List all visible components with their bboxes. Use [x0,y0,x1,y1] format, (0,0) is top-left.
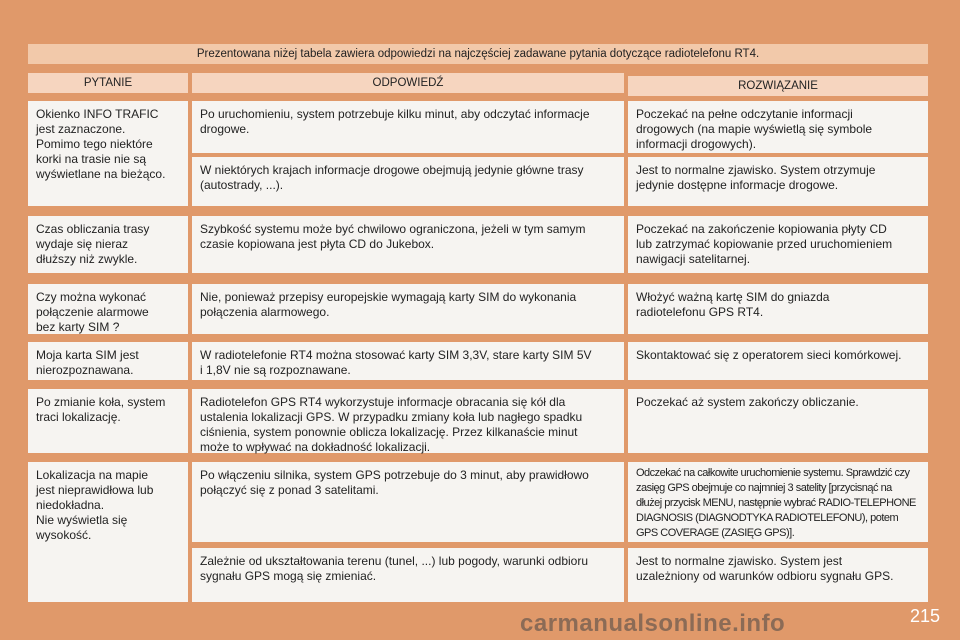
row2-question: Czas obliczania trasy wydaje się nieraz dłuższy niż zwykle. [28,216,188,273]
row6-answer2: Zależnie od ukształtowania terenu (tunel, ...) lub pogody, warunki odbioru sygnału GPS mogą się zmieniać. [192,548,624,602]
row3-answer: Nie, ponieważ przepisy europejskie wymagają karty SIM do wykonania połączenia alarmowego. [192,284,624,334]
row6-answer1: Po włączeniu silnika, system GPS potrzebuje do 3 minut, aby prawidłowo połączyć się z ponad 3 satelitami. [192,462,624,542]
page-number: 215 [909,606,940,626]
row5-question: Po zmianie koła, system traci lokalizację. [28,389,188,453]
row6-solution2: Jest to normalne zjawisko. System jest uzależniony od warunków odbioru sygnału GPS. [628,548,928,602]
header-question: PYTANIE [28,73,188,93]
row5-answer: Radiotelefon GPS RT4 wykorzystuje informacje obracania się kół dla ustalenia lokalizacji GPS. W przypadku zmiany koła lub nagłego spadku ciśnienia, system ponownie oblicza lokalizację. Przez kilkanaście minut może to wpływać na dokładność lokalizacji. [192,389,624,453]
header-solution: ROZWIĄZANIE [628,76,928,96]
row4-solution: Skontaktować się z operatorem sieci komórkowej. [628,342,928,380]
row1-solution2: Jest to normalne zjawisko. System otrzymuje jedynie dostępne informacje drogowe. [628,157,928,206]
row1-question: Okienko INFO TRAFIC jest zaznaczone. Pomimo tego niektóre korki na trasie nie są wyświetlane na bieżąco. [28,101,188,206]
row2-answer: Szybkość systemu może być chwilowo ograniczona, jeżeli w tym samym czasie kopiowana jest płyta CD do Jukebox. [192,216,624,273]
watermark: carmanualsonline.info [520,610,786,637]
row2-solution: Poczekać na zakończenie kopiowania płyty CD lub zatrzymać kopiowanie przed uruchomieniem nawigacji satelitarnej. [628,216,928,273]
row4-question: Moja karta SIM jest nierozpoznawana. [28,342,188,380]
row1-answer1: Po uruchomieniu, system potrzebuje kilku minut, aby odczytać informacje drogowe. [192,101,624,153]
intro-banner: Prezentowana niżej tabela zawiera odpowiedzi na najczęściej zadawane pytania dotyczące radiotelefonu RT4. [28,44,928,64]
row3-solution: Włożyć ważną kartę SIM do gniazda radiotelefonu GPS RT4. [628,284,928,334]
row6-solution1: Odczekać na całkowite uruchomienie systemu. Sprawdzić czy zasięg GPS obejmuje co najmniej 3 satelity [przycisnąć na dłużej przycisk MENU, następnie wybrać RADIO-TELEPHONE DIAGNOSIS (DIAGNODTYKA RADIOTELEFONU), potem GPS COVERAGE (ZASIĘG GPS)]. [628,462,928,542]
header-answer: ODPOWIEDŹ [192,73,624,93]
row1-solution1: Poczekać na pełne odczytanie informacji drogowych (na mapie wyświetlą się symbole informacji drogowych). [628,101,928,153]
row1-answer2: W niektórych krajach informacje drogowe obejmują jedynie główne trasy (autostrady, ...). [192,157,624,206]
row6-question: Lokalizacja na mapie jest nieprawidłowa lub niedokładna. Nie wyświetla się wysokość. [28,462,188,602]
row5-solution: Poczekać aż system zakończy obliczanie. [628,389,928,453]
row4-answer: W radiotelefonie RT4 można stosować karty SIM 3,3V, stare karty SIM 5V i 1,8V nie są rozpoznawane. [192,342,624,380]
row3-question: Czy można wykonać połączenie alarmowe bez karty SIM ? [28,284,188,334]
